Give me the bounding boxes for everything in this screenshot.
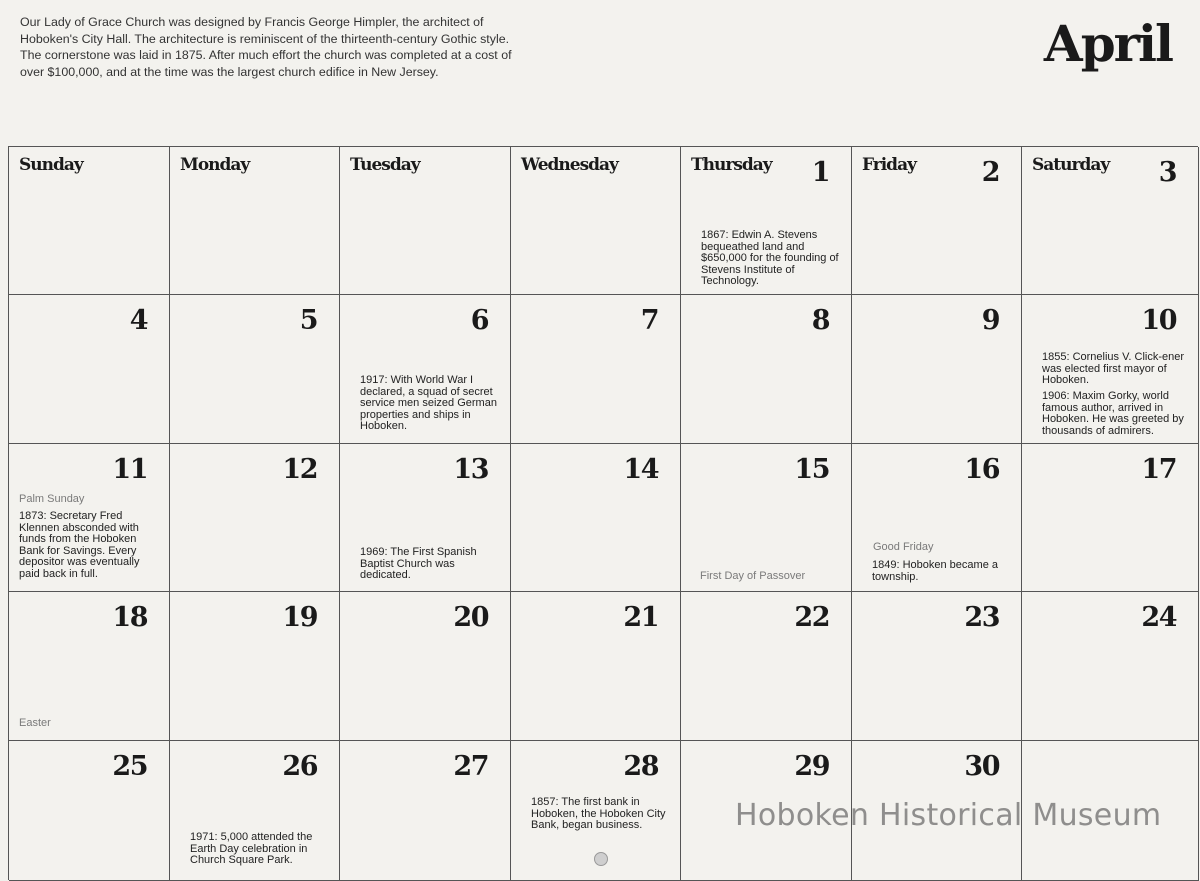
event-note: 1855: Cornelius V. Click-ener was elected first mayor of Hoboken. — [1042, 351, 1185, 386]
calendar-cell-25 — [9, 741, 170, 881]
date-number: 12 — [282, 454, 317, 485]
date-number: 1 — [811, 157, 829, 188]
date-number: 11 — [112, 454, 147, 485]
event-note: 1867: Edwin A. Stevens bequeathed land and $650,000 for the founding of Stevens Institute of Technology. — [701, 229, 839, 287]
day-name-sunday: Sunday — [19, 155, 83, 175]
calendar-cell-14 — [511, 444, 681, 592]
calendar-cell-15 — [681, 444, 852, 592]
date-number: 22 — [794, 602, 829, 633]
date-number: 20 — [453, 602, 488, 633]
month-title: April — [1043, 14, 1172, 73]
watermark: Hoboken Historical Museum — [735, 798, 1162, 833]
calendar-cell-6 — [340, 295, 511, 444]
calendar-cell-9 — [852, 295, 1022, 444]
calendar-cell-7 — [511, 295, 681, 444]
calendar-cell-4 — [9, 295, 170, 444]
event-note: 1917: With World War I declared, a squad of secret service men seized German properties and ships in Hoboken. — [360, 374, 497, 432]
calendar-cell — [511, 147, 681, 295]
calendar-cell-3 — [1022, 147, 1199, 295]
calendar-cell-18 — [9, 592, 170, 741]
day-name-friday: Friday — [862, 155, 916, 175]
event-note: 1857: The first bank in Hoboken, the Hoboken City Bank, began business. — [531, 796, 666, 831]
calendar-cell-10 — [1022, 295, 1199, 444]
date-number: 3 — [1158, 157, 1176, 188]
calendar-cell — [9, 147, 170, 295]
holiday-label: First Day of Passover — [700, 570, 806, 582]
calendar-cell-22 — [681, 592, 852, 741]
hanging-hole — [594, 852, 608, 866]
date-number: 8 — [811, 305, 829, 336]
date-number: 27 — [453, 751, 488, 782]
date-number: 7 — [640, 305, 658, 336]
calendar-cell-5 — [170, 295, 340, 444]
date-number: 5 — [299, 305, 317, 336]
date-number: 10 — [1141, 305, 1176, 336]
date-number: 17 — [1141, 454, 1176, 485]
date-number: 26 — [282, 751, 317, 782]
calendar-cell-23 — [852, 592, 1022, 741]
date-number: 6 — [470, 305, 488, 336]
calendar-cell-26 — [170, 741, 340, 881]
day-name-tuesday: Tuesday — [350, 155, 420, 175]
event-note: 1971: 5,000 attended the Earth Day celebration in Church Square Park. — [190, 831, 313, 866]
date-number: 4 — [129, 305, 147, 336]
calendar-cell-21 — [511, 592, 681, 741]
date-number: 16 — [964, 454, 999, 485]
event-note: 1873: Secretary Fred Klennen absconded with funds from the Hoboken Bank for Savings. Every depositor was eventually paid back in full. — [19, 510, 140, 580]
day-name-monday: Monday — [180, 155, 250, 175]
date-number: 23 — [964, 602, 999, 633]
calendar-cell-19 — [170, 592, 340, 741]
date-number: 14 — [623, 454, 658, 485]
date-number: 21 — [623, 602, 658, 633]
calendar-cell-24 — [1022, 592, 1199, 741]
date-number: 18 — [112, 602, 147, 633]
calendar-cell-11 — [9, 444, 170, 592]
calendar-cell-12 — [170, 444, 340, 592]
date-number: 28 — [623, 751, 658, 782]
calendar-cell-13 — [340, 444, 511, 592]
calendar-cell-8 — [681, 295, 852, 444]
date-number: 25 — [112, 751, 147, 782]
calendar-cell-20 — [340, 592, 511, 741]
event-note: 1849: Hoboken became a township. — [872, 559, 998, 583]
date-number: 13 — [453, 454, 488, 485]
calendar-cell-2 — [852, 147, 1022, 295]
calendar-cell — [170, 147, 340, 295]
date-number: 2 — [981, 157, 999, 188]
calendar-grid — [8, 146, 1198, 880]
intro-text: Our Lady of Grace Church was designed by Francis George Himpler, the architect of Hoboken's City Hall. The architecture is reminiscent of the thirteenth-century Gothic style. The cornerstone was laid in 1875. After much effort the church was completed at a cost of over $100,000, and at the time was the largest church edifice in New Jersey. — [20, 15, 512, 79]
day-name-thursday: Thursday — [691, 155, 772, 175]
day-name-wednesday: Wednesday — [521, 155, 618, 175]
event-note: 1906: Maxim Gorky, world famous author, arrived in Hoboken. He was greeted by thousands of admirers. — [1042, 390, 1184, 437]
date-number: 29 — [794, 751, 829, 782]
date-number: 9 — [981, 305, 999, 336]
calendar-cell-17 — [1022, 444, 1199, 592]
holiday-label: Palm Sunday — [19, 493, 85, 505]
calendar-cell-1 — [681, 147, 852, 295]
date-number: 24 — [1141, 602, 1176, 633]
holiday-label: Good Friday — [873, 541, 934, 553]
date-number: 30 — [964, 751, 999, 782]
calendar-cell-16 — [852, 444, 1022, 592]
calendar-cell — [340, 147, 511, 295]
holiday-label: Easter — [19, 717, 51, 729]
calendar-cell-27 — [340, 741, 511, 881]
date-number: 15 — [794, 454, 829, 485]
event-note: 1969: The First Spanish Baptist Church was dedicated. — [360, 546, 477, 581]
date-number: 19 — [282, 602, 317, 633]
day-name-saturday: Saturday — [1032, 155, 1110, 175]
